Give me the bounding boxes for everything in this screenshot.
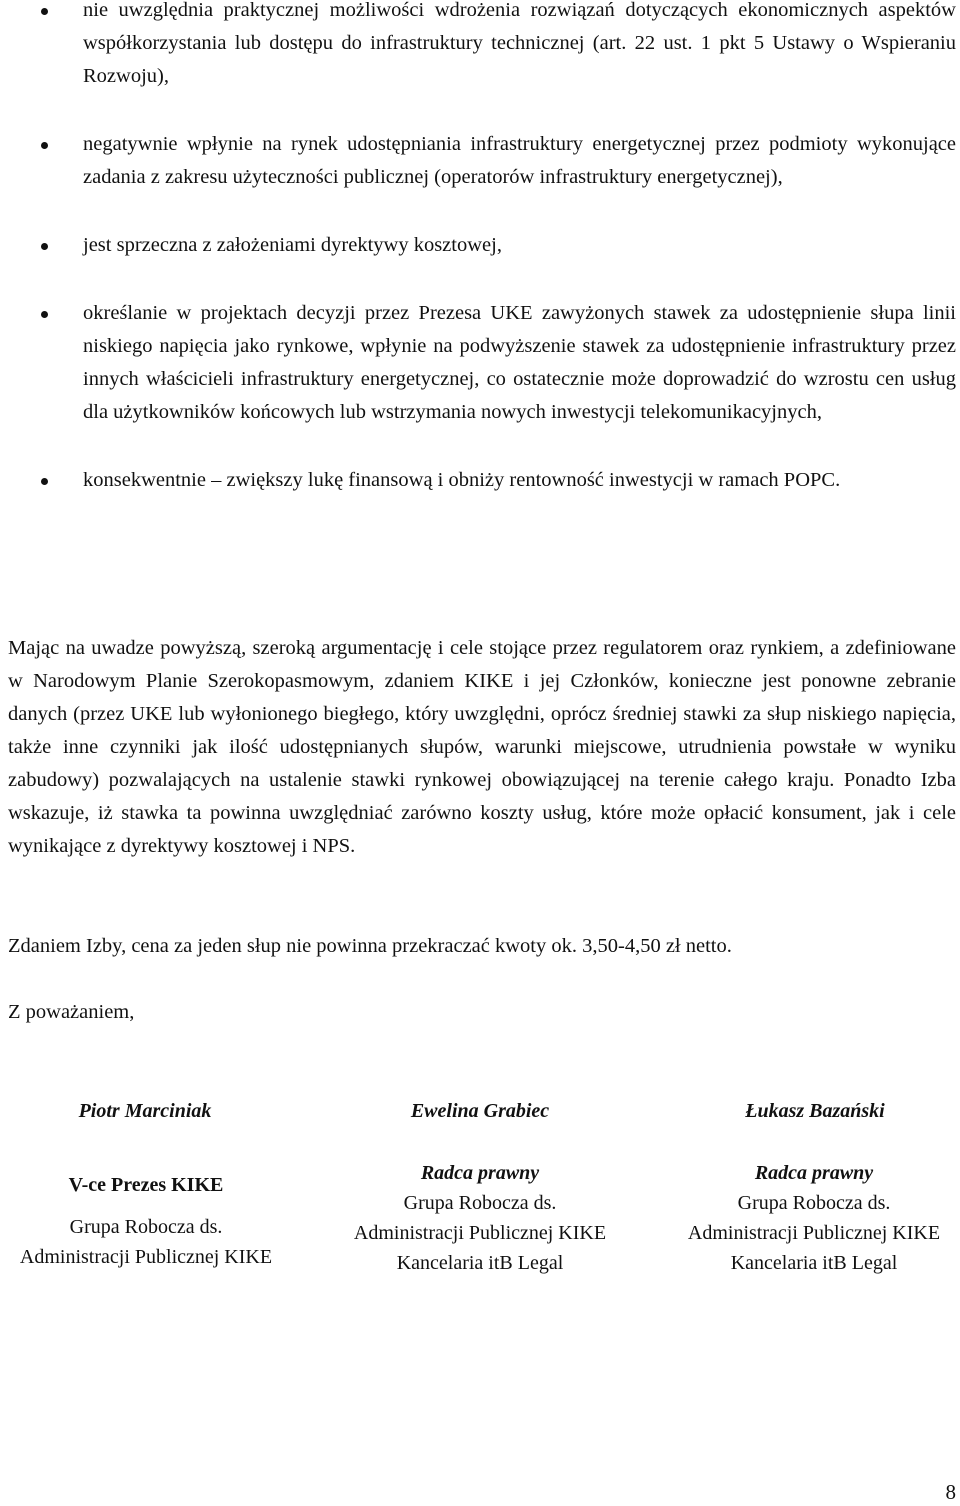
signatory-details bbox=[330, 1158, 630, 1278]
bullet-text: negatywnie wpłynie na rynek udostępniania infrastruktury energetycznej przez podmioty wykonujące zadania z zakresu użyteczności publicznej (operatorów infrastruktury energetycznej), bbox=[83, 133, 956, 188]
bullet-item bbox=[0, 229, 956, 262]
signatory-name bbox=[700, 1096, 930, 1126]
bullet-text: konsekwentnie – zwiększy lukę finansową i obniży rentowność inwestycji w ramach POPC. bbox=[83, 469, 841, 491]
signatory-role: Radca prawny bbox=[754, 1162, 874, 1184]
bullet-list bbox=[0, 0, 956, 532]
bullet-dot-icon bbox=[41, 243, 48, 250]
bullet-text: określanie w projektach decyzji przez Prezesa UKE zawyżonych stawek za udostępnienie słupa linii niskiego napięcia jako rynkowe, wpłynie na podwyższenie stawek za udostępnienie infrastruktury przez innych właścicieli infrastruktury energetycznej, co ostatecznie może doprowadzić do wzrostu cen usług dla użytkowników końcowych lub wstrzymania nowych inwestycji telekomunikacyjnych, bbox=[83, 302, 956, 423]
signatory-details bbox=[0, 1170, 292, 1272]
signatory-org-line: Kancelaria itB Legal bbox=[730, 1252, 898, 1274]
bullet-text: jest sprzeczna z założeniami dyrektywy kosztowej, bbox=[83, 234, 502, 256]
signatory-role: V-ce Prezes KIKE bbox=[68, 1174, 224, 1196]
signatory-name-text: Piotr Marciniak bbox=[78, 1100, 212, 1122]
signatory-org-line: Grupa Robocza ds. bbox=[737, 1192, 891, 1214]
signatory-name bbox=[40, 1096, 250, 1126]
page-number: 8 bbox=[945, 1480, 956, 1504]
signatory-org-line: Kancelaria itB Legal bbox=[396, 1252, 564, 1274]
signatory-name-text: Ewelina Grabiec bbox=[410, 1100, 550, 1122]
bullet-item bbox=[0, 464, 956, 497]
price-paragraph: Zdaniem Izby, cena za jeden słup nie powinna przekraczać kwoty ok. 3,50-4,50 zł netto. bbox=[8, 935, 732, 957]
signatory-org-line: Administracji Publicznej KIKE bbox=[19, 1246, 273, 1268]
bullet-item bbox=[0, 297, 956, 429]
signatory-org-line: Grupa Robocza ds. bbox=[403, 1192, 557, 1214]
signatory-role: Radca prawny bbox=[420, 1162, 540, 1184]
bullet-item bbox=[0, 128, 956, 194]
bullet-text: nie uwzględnia praktycznej możliwości wdrożenia rozwiązań dotyczących ekonomicznych aspektów współkorzystania lub dostępu do infrastruktury technicznej (art. 22 ust. 1 pkt 5 Ustawy o Wspieraniu Rozwoju), bbox=[83, 0, 956, 87]
main-paragraph: Mając na uwadze powyższą, szeroką argumentację i cele stojące przez regulatorem oraz rynkiem, a zdefiniowane w Narodowym Planie Szerokopasmowym, zdaniem KIKE i jej Członków, konieczne jest ponowne zebranie danych (przez UKE lub wyłonionego biegłego, który uwzględni, oprócz średniej stawki za słup niskiego napięcia, także inne czynniki jak ilość udostępnianych słupów, warunki miejscowe, utrudnienia powstałe w wyniku zabudowy) pozwalających na ustalenie stawki rynkowej obowiązującej na terenie całego kraju. Ponadto Izba wskazuje, iż stawka ta powinna uwzględniać zarówno koszty usług, które może opłacić konsument, jak i cele wynikające z dyrektywy kosztowej i NPS. bbox=[8, 637, 956, 857]
signatory-name bbox=[370, 1096, 590, 1126]
signatory-name-text: Łukasz Bazański bbox=[745, 1100, 885, 1122]
bullet-dot-icon bbox=[41, 142, 48, 149]
signatory-org-line: Grupa Robocza ds. bbox=[69, 1216, 223, 1238]
bullet-dot-icon bbox=[41, 8, 48, 15]
bullet-item bbox=[0, 0, 956, 93]
signatory-org-line: Administracji Publicznej KIKE bbox=[353, 1222, 607, 1244]
signatory-org-line: Administracji Publicznej KIKE bbox=[687, 1222, 941, 1244]
bullet-dot-icon bbox=[41, 311, 48, 318]
signatory-details bbox=[664, 1158, 960, 1278]
closing-salutation: Z poważaniem, bbox=[8, 1001, 135, 1023]
bullet-dot-icon bbox=[41, 478, 48, 485]
